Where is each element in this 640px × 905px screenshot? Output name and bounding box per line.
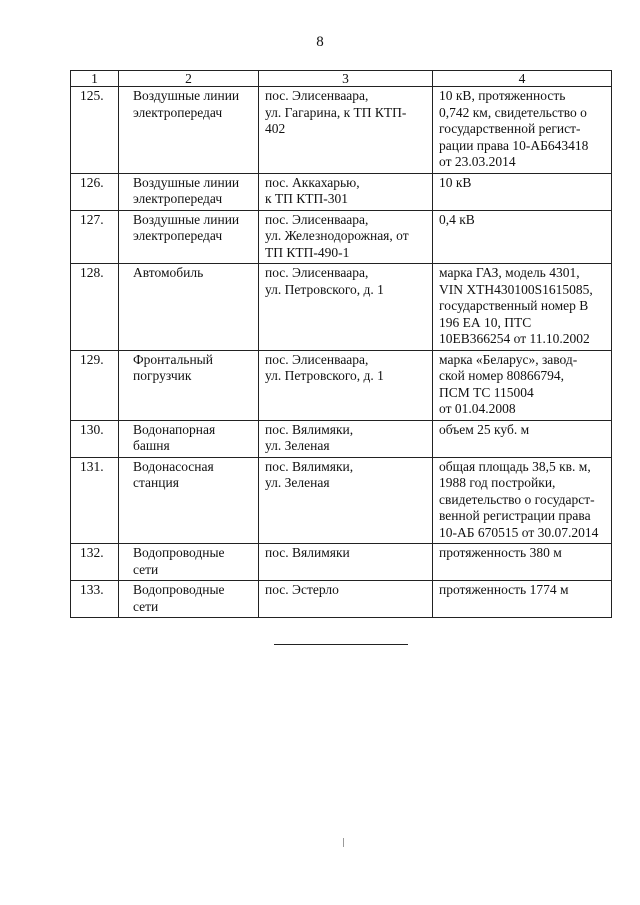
property-name: Водонапорная башня bbox=[119, 420, 259, 457]
column-header: 4 bbox=[433, 71, 612, 87]
row-number: 129. bbox=[71, 350, 119, 420]
property-name: Автомобиль bbox=[119, 264, 259, 351]
property-name: Водопроводные сети bbox=[119, 544, 259, 581]
table-row bbox=[71, 581, 612, 618]
property-location: пос. Элисенваара, ул. Железнодорожная, от ТП КТП-490-1 bbox=[259, 210, 433, 264]
scan-artifact bbox=[343, 838, 344, 847]
page-number: 8 bbox=[316, 34, 324, 50]
property-details: марка «Беларус», завод- ской номер 80866794, ПСМ ТС 115004 от 01.04.2008 bbox=[433, 350, 612, 420]
property-details: общая площадь 38,5 кв. м, 1988 год постройки, свидетельство о государст- венной регистрации права 10-АБ 670515 от 30.07.2014 bbox=[433, 457, 612, 544]
property-name: Фронтальный погрузчик bbox=[119, 350, 259, 420]
property-name: Воздушные линии электропередач bbox=[119, 87, 259, 174]
table-header-row bbox=[71, 71, 612, 87]
property-location: пос. Аккахарью, к ТП КТП-301 bbox=[259, 173, 433, 210]
row-number: 127. bbox=[71, 210, 119, 264]
property-details: объем 25 куб. м bbox=[433, 420, 612, 457]
property-details: протяженность 1774 м bbox=[433, 581, 612, 618]
row-number: 126. bbox=[71, 173, 119, 210]
property-table bbox=[70, 70, 612, 618]
row-number: 132. bbox=[71, 544, 119, 581]
property-name: Воздушные линии электропередач bbox=[119, 173, 259, 210]
row-number: 125. bbox=[71, 87, 119, 174]
table-row bbox=[71, 173, 612, 210]
column-header: 2 bbox=[119, 71, 259, 87]
property-details: 0,4 кВ bbox=[433, 210, 612, 264]
property-location: пос. Элисенваара, ул. Гагарина, к ТП КТП- 402 bbox=[259, 87, 433, 174]
table-row bbox=[71, 544, 612, 581]
property-name: Воздушные линии электропередач bbox=[119, 210, 259, 264]
property-location: пос. Вялимяки bbox=[259, 544, 433, 581]
row-number: 128. bbox=[71, 264, 119, 351]
table-row bbox=[71, 87, 612, 174]
table-row bbox=[71, 457, 612, 544]
table-row bbox=[71, 420, 612, 457]
end-of-document-rule bbox=[274, 644, 408, 645]
property-location: пос. Элисенваара, ул. Петровского, д. 1 bbox=[259, 350, 433, 420]
table-row bbox=[71, 264, 612, 351]
row-number: 130. bbox=[71, 420, 119, 457]
property-details: 10 кВ, протяженность 0,742 км, свидетельство о государственной регист- рации права 10-АБ643418 от 23.03.2014 bbox=[433, 87, 612, 174]
table-row bbox=[71, 350, 612, 420]
property-location: пос. Эстерло bbox=[259, 581, 433, 618]
property-name: Водопроводные сети bbox=[119, 581, 259, 618]
row-number: 131. bbox=[71, 457, 119, 544]
property-details: протяженность 380 м bbox=[433, 544, 612, 581]
column-header: 1 bbox=[71, 71, 119, 87]
row-number: 133. bbox=[71, 581, 119, 618]
property-location: пос. Элисенваара, ул. Петровского, д. 1 bbox=[259, 264, 433, 351]
property-location: пос. Вялимяки, ул. Зеленая bbox=[259, 457, 433, 544]
property-details: 10 кВ bbox=[433, 173, 612, 210]
table-row bbox=[71, 210, 612, 264]
property-details: марка ГАЗ, модель 4301, VIN XTH430100S1615085, государственный номер В 196 ЕА 10, ПТС 10ЕВ366254 от 11.10.2002 bbox=[433, 264, 612, 351]
property-location: пос. Вялимяки, ул. Зеленая bbox=[259, 420, 433, 457]
property-name: Водонасосная станция bbox=[119, 457, 259, 544]
column-header: 3 bbox=[259, 71, 433, 87]
